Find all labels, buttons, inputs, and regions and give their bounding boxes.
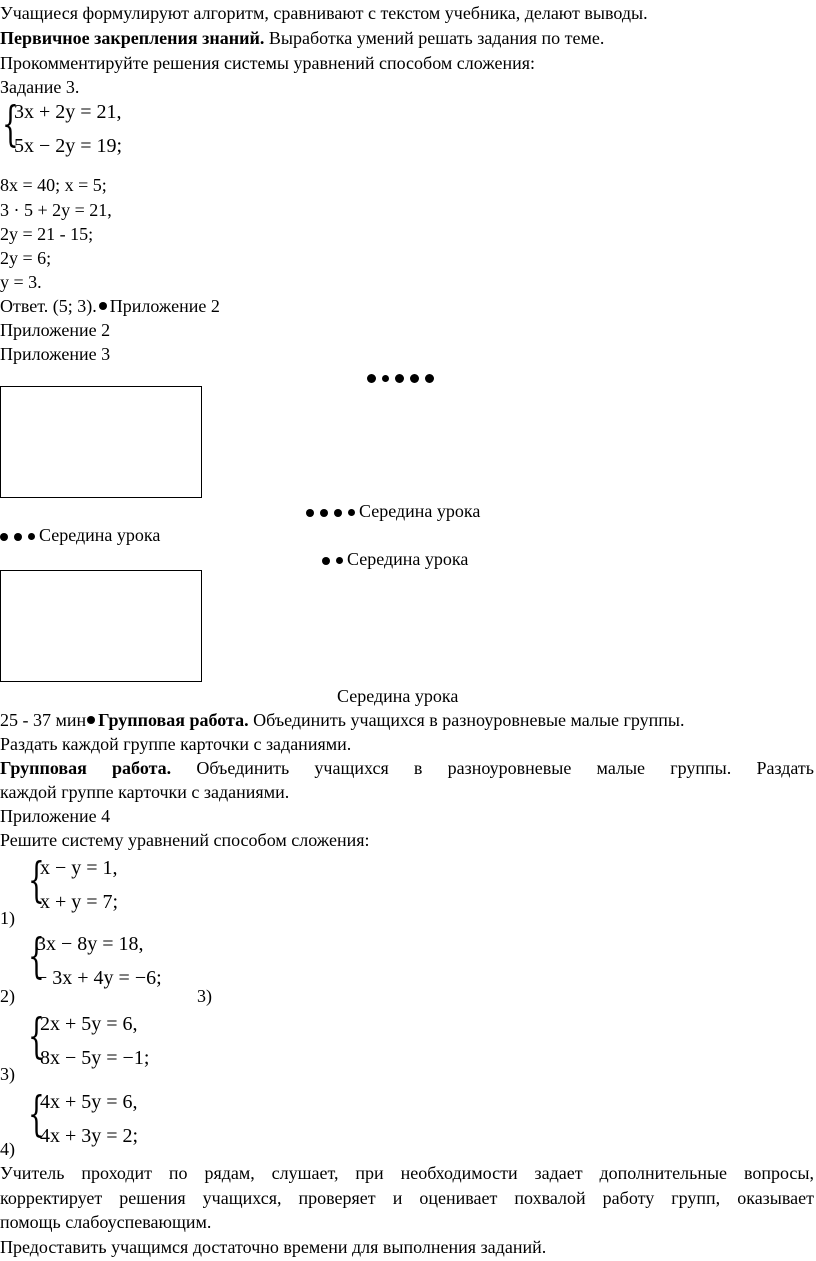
bullet-row: [0, 524, 160, 546]
bullet-icon: [395, 374, 404, 383]
equation-line: 3x + 2y = 21,: [14, 101, 122, 123]
text-line: Приложение 2: [0, 320, 111, 340]
section-label: Середина урока: [347, 549, 469, 569]
text-fragment: Объединить учащихся в разноуровневые малые группы. Раздать: [171, 758, 814, 778]
image-placeholder: [0, 570, 202, 682]
text-line: Прокомментируйте решения системы уравнений способом сложения:: [0, 53, 536, 73]
brace-icon: {: [28, 852, 45, 908]
equation-line: 5x − 2y = 19;: [14, 135, 123, 157]
bullet-icon: [28, 533, 35, 540]
answer-text: Ответ. (5; 3).: [0, 296, 97, 316]
bullet-icon: [0, 533, 8, 541]
bullet-icon: [99, 302, 107, 310]
equation-line: − 3x + 4y = −6;: [36, 967, 162, 989]
equation-line: 2x + 5y = 6,: [40, 1013, 138, 1035]
text-line: [0, 27, 604, 49]
text-line: 2y = 21 - 15;: [0, 224, 94, 244]
equation-line: 3x − 8y = 18,: [36, 933, 144, 955]
bullet-row: [306, 500, 480, 522]
equation-line: 4x + 5y = 6,: [40, 1091, 138, 1113]
bullet-icon: [306, 509, 314, 517]
exercise-number: 3): [197, 986, 212, 1006]
bold-heading: Групповая работа.: [0, 758, 172, 778]
text-line: Учитель проходит по рядам, слушает, при необходимости задает дополнительные вопросы,: [0, 1163, 814, 1183]
text-line: Задание 3.: [0, 77, 80, 97]
text-fragment: Объединить учащихся в разноуровневые малые группы.: [248, 710, 685, 730]
bullet-icon: [322, 557, 330, 565]
equation-system: [28, 1008, 178, 1074]
bold-heading: Первичное закрепления знаний.: [0, 28, 265, 48]
bullet-icon: [367, 374, 376, 383]
bullet-icon: [410, 374, 419, 383]
text-fragment: Выработка умений решать задания по теме.: [264, 28, 605, 48]
text-line: 8x = 40; x = 5;: [0, 175, 107, 195]
text-line: Учащиеся формулируют алгоритм, сравнивают с текстом учебника, делают выводы.: [0, 3, 648, 23]
bullet-icon: [87, 716, 95, 724]
bullet-row: [322, 548, 468, 570]
equation-line: x + y = 7;: [40, 891, 119, 913]
text-line: Приложение 4: [0, 806, 111, 826]
section-label: Середина урока: [337, 686, 459, 706]
equation-line: 8x − 5y = −1;: [40, 1047, 150, 1069]
section-label: Середина урока: [359, 501, 481, 521]
brace-icon: {: [28, 1008, 45, 1064]
text-line: 3 · 5 + 2y = 21,: [0, 200, 112, 220]
equation-system: [28, 852, 148, 918]
exercise-number: 4): [0, 1139, 15, 1159]
equation-line: x − y = 1,: [40, 857, 118, 879]
time-range: 25 - 37 мин: [0, 710, 87, 730]
exercise-number: 3): [0, 1064, 15, 1084]
text-line: каждой группе карточки с заданиями.: [0, 782, 290, 802]
text-line: [0, 295, 220, 317]
equation-system: [28, 928, 198, 994]
exercise-number: 2): [0, 986, 15, 1006]
text-line: Приложение 3: [0, 344, 111, 364]
bullet-row: [367, 366, 434, 388]
text-line: помощь слабоуспевающим.: [0, 1212, 212, 1232]
text-line: [0, 757, 814, 779]
text-line: y = 3.: [0, 272, 42, 292]
bold-heading: Групповая работа.: [98, 710, 249, 730]
text-line: 2y = 6;: [0, 248, 52, 268]
bullet-icon: [334, 509, 342, 517]
equation-system: [2, 96, 152, 162]
section-label: Середина урока: [39, 525, 161, 545]
bullet-icon: [382, 375, 389, 382]
equation-line: 4x + 3y = 2;: [40, 1125, 139, 1147]
bullet-icon: [336, 557, 343, 564]
bullet-icon: [425, 374, 434, 383]
exercise-number: 1): [0, 908, 15, 928]
brace-icon: {: [28, 1086, 45, 1142]
text-line: Решите систему уравнений способом сложения:: [0, 830, 370, 850]
image-placeholder: [0, 386, 202, 498]
bullet-icon: [348, 509, 355, 516]
text-line: корректирует решения учащихся, проверяет и оценивает похвалой работу групп, оказывает: [0, 1188, 814, 1208]
text-line: Предоставить учащимся достаточно времени для выполнения заданий.: [0, 1237, 547, 1257]
text-line: Раздать каждой группе карточки с заданиями.: [0, 734, 352, 754]
text-fragment: Приложение 2: [109, 296, 220, 316]
bullet-icon: [14, 533, 22, 541]
text-line: [0, 709, 685, 731]
brace-icon: {: [28, 928, 45, 984]
brace-icon: {: [2, 96, 19, 152]
equation-system: [28, 1086, 178, 1152]
bullet-icon: [320, 509, 328, 517]
